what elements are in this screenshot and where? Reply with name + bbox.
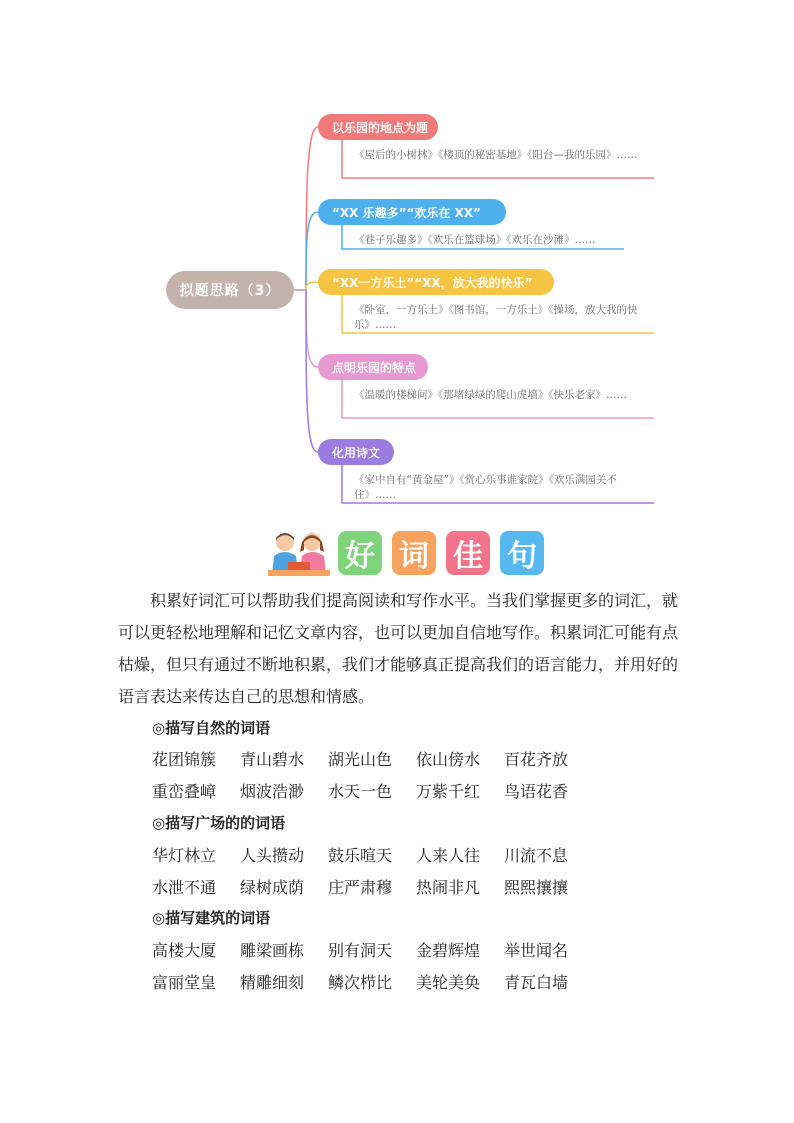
word: 重峦叠嶂: [152, 782, 217, 801]
branch-title-poetry: 化用诗文: [318, 439, 394, 465]
good-words-banner: [268, 530, 554, 576]
word: 湖光山色: [328, 750, 393, 769]
branch-title-fun: “XX 乐趣多”“欢乐在 XX”: [318, 199, 506, 225]
word: 雕梁画栋: [240, 941, 305, 960]
banner-char-ju: 句: [500, 531, 544, 575]
branch-text-feature: 《温暖的楼梯间》《那堵绿绿的爬山虎墙》《快乐老家》……: [354, 389, 627, 401]
word: 别有洞天: [328, 941, 393, 960]
word: 金碧辉煌: [416, 941, 481, 960]
branch-text-location: 《屋后的小树林》《楼顶的秘密基地》《阳台—我的乐园》……: [354, 149, 638, 161]
word: 鳞次栉比: [328, 973, 393, 992]
banner-char-jia: 佳: [446, 531, 490, 575]
word-row: [152, 875, 592, 898]
word: 鸟语花香: [504, 782, 569, 801]
mind-map-root: 拟题思路（3）: [166, 271, 294, 309]
two-kids-reading-icon: [268, 530, 330, 576]
word: 青瓦白墙: [504, 973, 569, 992]
word: 高楼大厦: [152, 941, 217, 960]
branch-text-poetry: 《家中自有“黄金屋”》《赏心乐事谁家院》《欢乐满园关不住》……: [354, 474, 617, 501]
word: 熙熙攘攘: [504, 878, 569, 897]
word: 鼓乐喧天: [328, 846, 393, 865]
word: 精雕细刻: [240, 973, 305, 992]
word-row: [152, 970, 592, 993]
word: 川流不息: [504, 846, 569, 865]
banner-char-ci: 词: [392, 531, 436, 575]
word: 人头攒动: [240, 846, 305, 865]
mind-map-connectors: [0, 0, 794, 520]
branch-text-fun: 《巷子乐趣多》《欢乐在篮球场》《欢乐在沙滩》……: [354, 234, 596, 246]
branch-title-paradise: “XX一方乐土”“XX，放大我的快乐”: [318, 269, 554, 295]
word-row: [152, 843, 592, 866]
word: 青山碧水: [240, 750, 305, 769]
word: 百花齐放: [504, 750, 569, 769]
word-row: [152, 938, 592, 961]
word: 绿树成荫: [240, 878, 305, 897]
word: 依山傍水: [416, 750, 481, 769]
branch-text-paradise: 《卧室，一方乐土》《图书馆，一方乐土》《操场，放大我的快乐》……: [354, 304, 638, 331]
word: 美轮美奂: [416, 973, 481, 992]
branch-title-feature: 点明乐园的特点: [318, 354, 428, 380]
word: 水天一色: [328, 782, 393, 801]
word: 人来人往: [416, 846, 481, 865]
intro-paragraph: 积累好词汇可以帮助我们提高阅读和写作水平。当我们掌握更多的词汇，就可以更轻松地理解和记忆文章内容，也可以更加自信地写作。积累词汇可能有点枯燥，但只有通过不断地积累，我们才能够真正提高我们的语言能力，并用好的语言表达来传达自己的思想和情感。: [118, 591, 679, 706]
banner-char-hao: 好: [338, 531, 382, 575]
section-heading-building: ◎描写建筑的词语: [152, 909, 271, 927]
word-row: [152, 747, 592, 770]
section-heading-nature: ◎描写自然的词语: [152, 719, 271, 737]
word: 华灯林立: [152, 846, 217, 865]
word: 富丽堂皇: [152, 973, 217, 992]
mind-map: [0, 0, 794, 520]
word: 花团锦簇: [152, 750, 217, 769]
word: 万紫千红: [416, 782, 481, 801]
section-heading-square: ◎描写广场的的词语: [152, 814, 286, 832]
word: 水泄不通: [152, 878, 217, 897]
word: 烟波浩渺: [240, 782, 305, 801]
word: 热闹非凡: [416, 878, 481, 897]
word: 举世闻名: [504, 941, 569, 960]
word: 庄严肃穆: [328, 878, 393, 897]
word-row: [152, 779, 592, 802]
branch-title-location: 以乐园的地点为题: [318, 114, 438, 140]
